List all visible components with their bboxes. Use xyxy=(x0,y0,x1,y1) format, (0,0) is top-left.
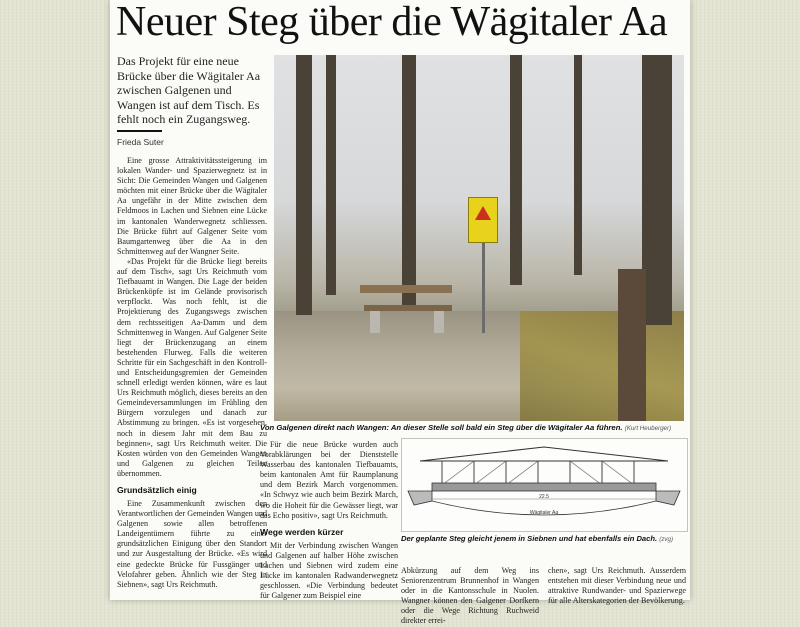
truss-brace xyxy=(442,461,474,485)
bench-backrest xyxy=(360,285,452,293)
author-rule xyxy=(117,130,162,132)
tree-trunk xyxy=(296,55,312,315)
paragraph: Eine grosse Attraktivitätssteigerung im lokalen Wander- und Spazierwegnetz ist in Sicht: Die Gemeinden Wangen und Galgenen möchten mit einer Brücke über die Wägitaler Aa ungefähr in der Mitte zwischen dem Feldmoos in Lachen und Siebnen eine Lücke im kantonalen Wanderwegnetz schliessen. Die Brücke führt auf Galgener Seite vom Baumgartenweg über die Aa in den Schmittenweg auf der Wangner Seite. xyxy=(117,156,267,256)
photo-grass xyxy=(520,311,684,421)
diagram-caption xyxy=(401,534,686,543)
subheading: Wege werden kürzer xyxy=(260,526,344,537)
tree-trunk xyxy=(574,55,582,275)
diagram-credit: (zvg) xyxy=(659,536,674,543)
sign-pole xyxy=(482,233,485,333)
dimension-label: 22.5 xyxy=(539,494,549,500)
lead-paragraph: Das Projekt für eine neue Brücke über die Wägitaler Aa zwischen Galgenen und Wangen ist auf dem Tisch. Es fehlt noch ein Zugangsweg. xyxy=(117,54,261,127)
truss-brace xyxy=(570,461,602,485)
article-column-3 xyxy=(401,566,539,627)
subheading: Grundsätzlich einig xyxy=(117,485,197,495)
article-column-4 xyxy=(548,566,686,606)
article-column-2 xyxy=(260,440,398,601)
bridge-drawing xyxy=(402,439,687,531)
warning-sign xyxy=(468,197,498,243)
paragraph: «Das Projekt für die Brücke liegt bereits auf dem Tisch», sagt Urs Reichmuth vom Tiefbauamt in Wangen. Die Lage der beiden Brückenköpfe ist im Gelände provisorisch verpflockt. Was noch fehlt, ist die Projektierung des Zugangswegs zwischen dem rechtsseitigen Aa-Damm und dem Schmittenweg in Wangen. Auf Galgener Seite liegt der Brückenzugang an einem bestehenden Flurweg. Falls die weiteren Schritte für ein Sachgeschäft in den Kontroll- und Entscheidungsgremien der Gemeinden schnell erledigt werden können, wäre es laut Urs Reichmuth möglich, dieses bereits an den Gemeindeversammlungen im Frühling den Bürgern vorzulegen und danach zur Abstimmung zu bringen. «Es ist vorgesehen, noch in diesem Jahr mit dem Bau zu beginnen», sagt Urs Reichmuth weiter. Die Kosten würden von den Gemeinden Wangen und Galgenen zu gleichen Teilen übernommen. xyxy=(117,256,267,478)
bench-leg xyxy=(370,311,380,333)
photo-credit: (Kurt Heuberger) xyxy=(624,425,672,432)
fence-post xyxy=(618,269,646,421)
paragraph: Eine Zusammenkunft zwischen den Verantwortlichen der Gemeinden Wangen und Galgenen sowie allen betroffenen Landeigentümern führte zu einer grundsätzlichen Einigung über den Standort und zur Ausgestaltung der Brücke. «Es wird eine gedeckte Brücke für Fussgänger und Velofahrer geben. Ähnlich wie der Steg in Siebnen», sagt Urs Reichmuth. xyxy=(117,499,267,589)
photo-caption-text: Von Galgenen direkt nach Wangen: An dieser Stelle soll bald ein Steg über die Wägitaler Aa führen. xyxy=(260,423,623,432)
article-column-1 xyxy=(117,156,267,590)
photo-caption xyxy=(260,423,685,432)
tree-trunk xyxy=(510,55,522,285)
headline: Neuer Steg über die Wägitaler Aa xyxy=(116,0,668,45)
paragraph: Für die neue Brücke wurden auch Vorabklärungen bei der Dienststelle Wasserbau des kantonalen Tiefbauamts, beim kantonalen Amt für Raumplanung und dem Bezirk March vorgenommen. «In Schwyz wie auch beim Bezirk March, wo die Hoheit für die Gewässer liegt, war das Echo positiv», sagt Urs Reichmuth. xyxy=(260,440,398,520)
truss-brace xyxy=(602,461,634,485)
tree-trunk xyxy=(642,55,672,325)
bridge-deck xyxy=(432,483,656,491)
water-label: Wägitaler Aa xyxy=(529,510,559,516)
bridge-diagram xyxy=(401,438,688,532)
bridge-site-photo xyxy=(274,55,684,421)
author-name: Frieda Suter xyxy=(117,137,164,147)
paragraph: Abkürzung auf dem Weg ins Seniorenzentrum Brunnenhof in Wangen oder in die Kantonsschule in Nuolen. Wangner können den Galgener Dorfkern oder die Wege Richtung Ruchweid direkter errei- xyxy=(401,566,539,626)
paragraph: Mit der Verbindung zwischen Wangen und Galgenen auf halber Höhe zwischen Lachen und Siebnen wird zudem eine Lücke im kantonalen Radwanderwegnetz geschlossen. «Die Verbindung bedeutet für Galgener zum Beispiel eine xyxy=(260,540,398,601)
truss-brace xyxy=(506,461,538,485)
tree-trunk xyxy=(402,55,416,305)
diagram-caption-text: Der geplante Steg gleicht jenem in Siebnen und hat ebenfalls ein Dach. xyxy=(401,534,658,543)
paragraph: chen», sagt Urs Reichmuth. Ausserdem entstehen mit dieser Verbindung neue und attraktive Rundwander- und Spazierwege für alle Alterskategorien der Bevölkerung. xyxy=(548,566,686,606)
abutment-left xyxy=(408,491,432,505)
tree-trunk xyxy=(326,55,336,295)
newspaper-page xyxy=(110,0,690,626)
truss-brace xyxy=(474,461,506,485)
abutment-right xyxy=(656,491,680,505)
roof-outline xyxy=(420,447,668,461)
bench-leg xyxy=(434,311,444,333)
